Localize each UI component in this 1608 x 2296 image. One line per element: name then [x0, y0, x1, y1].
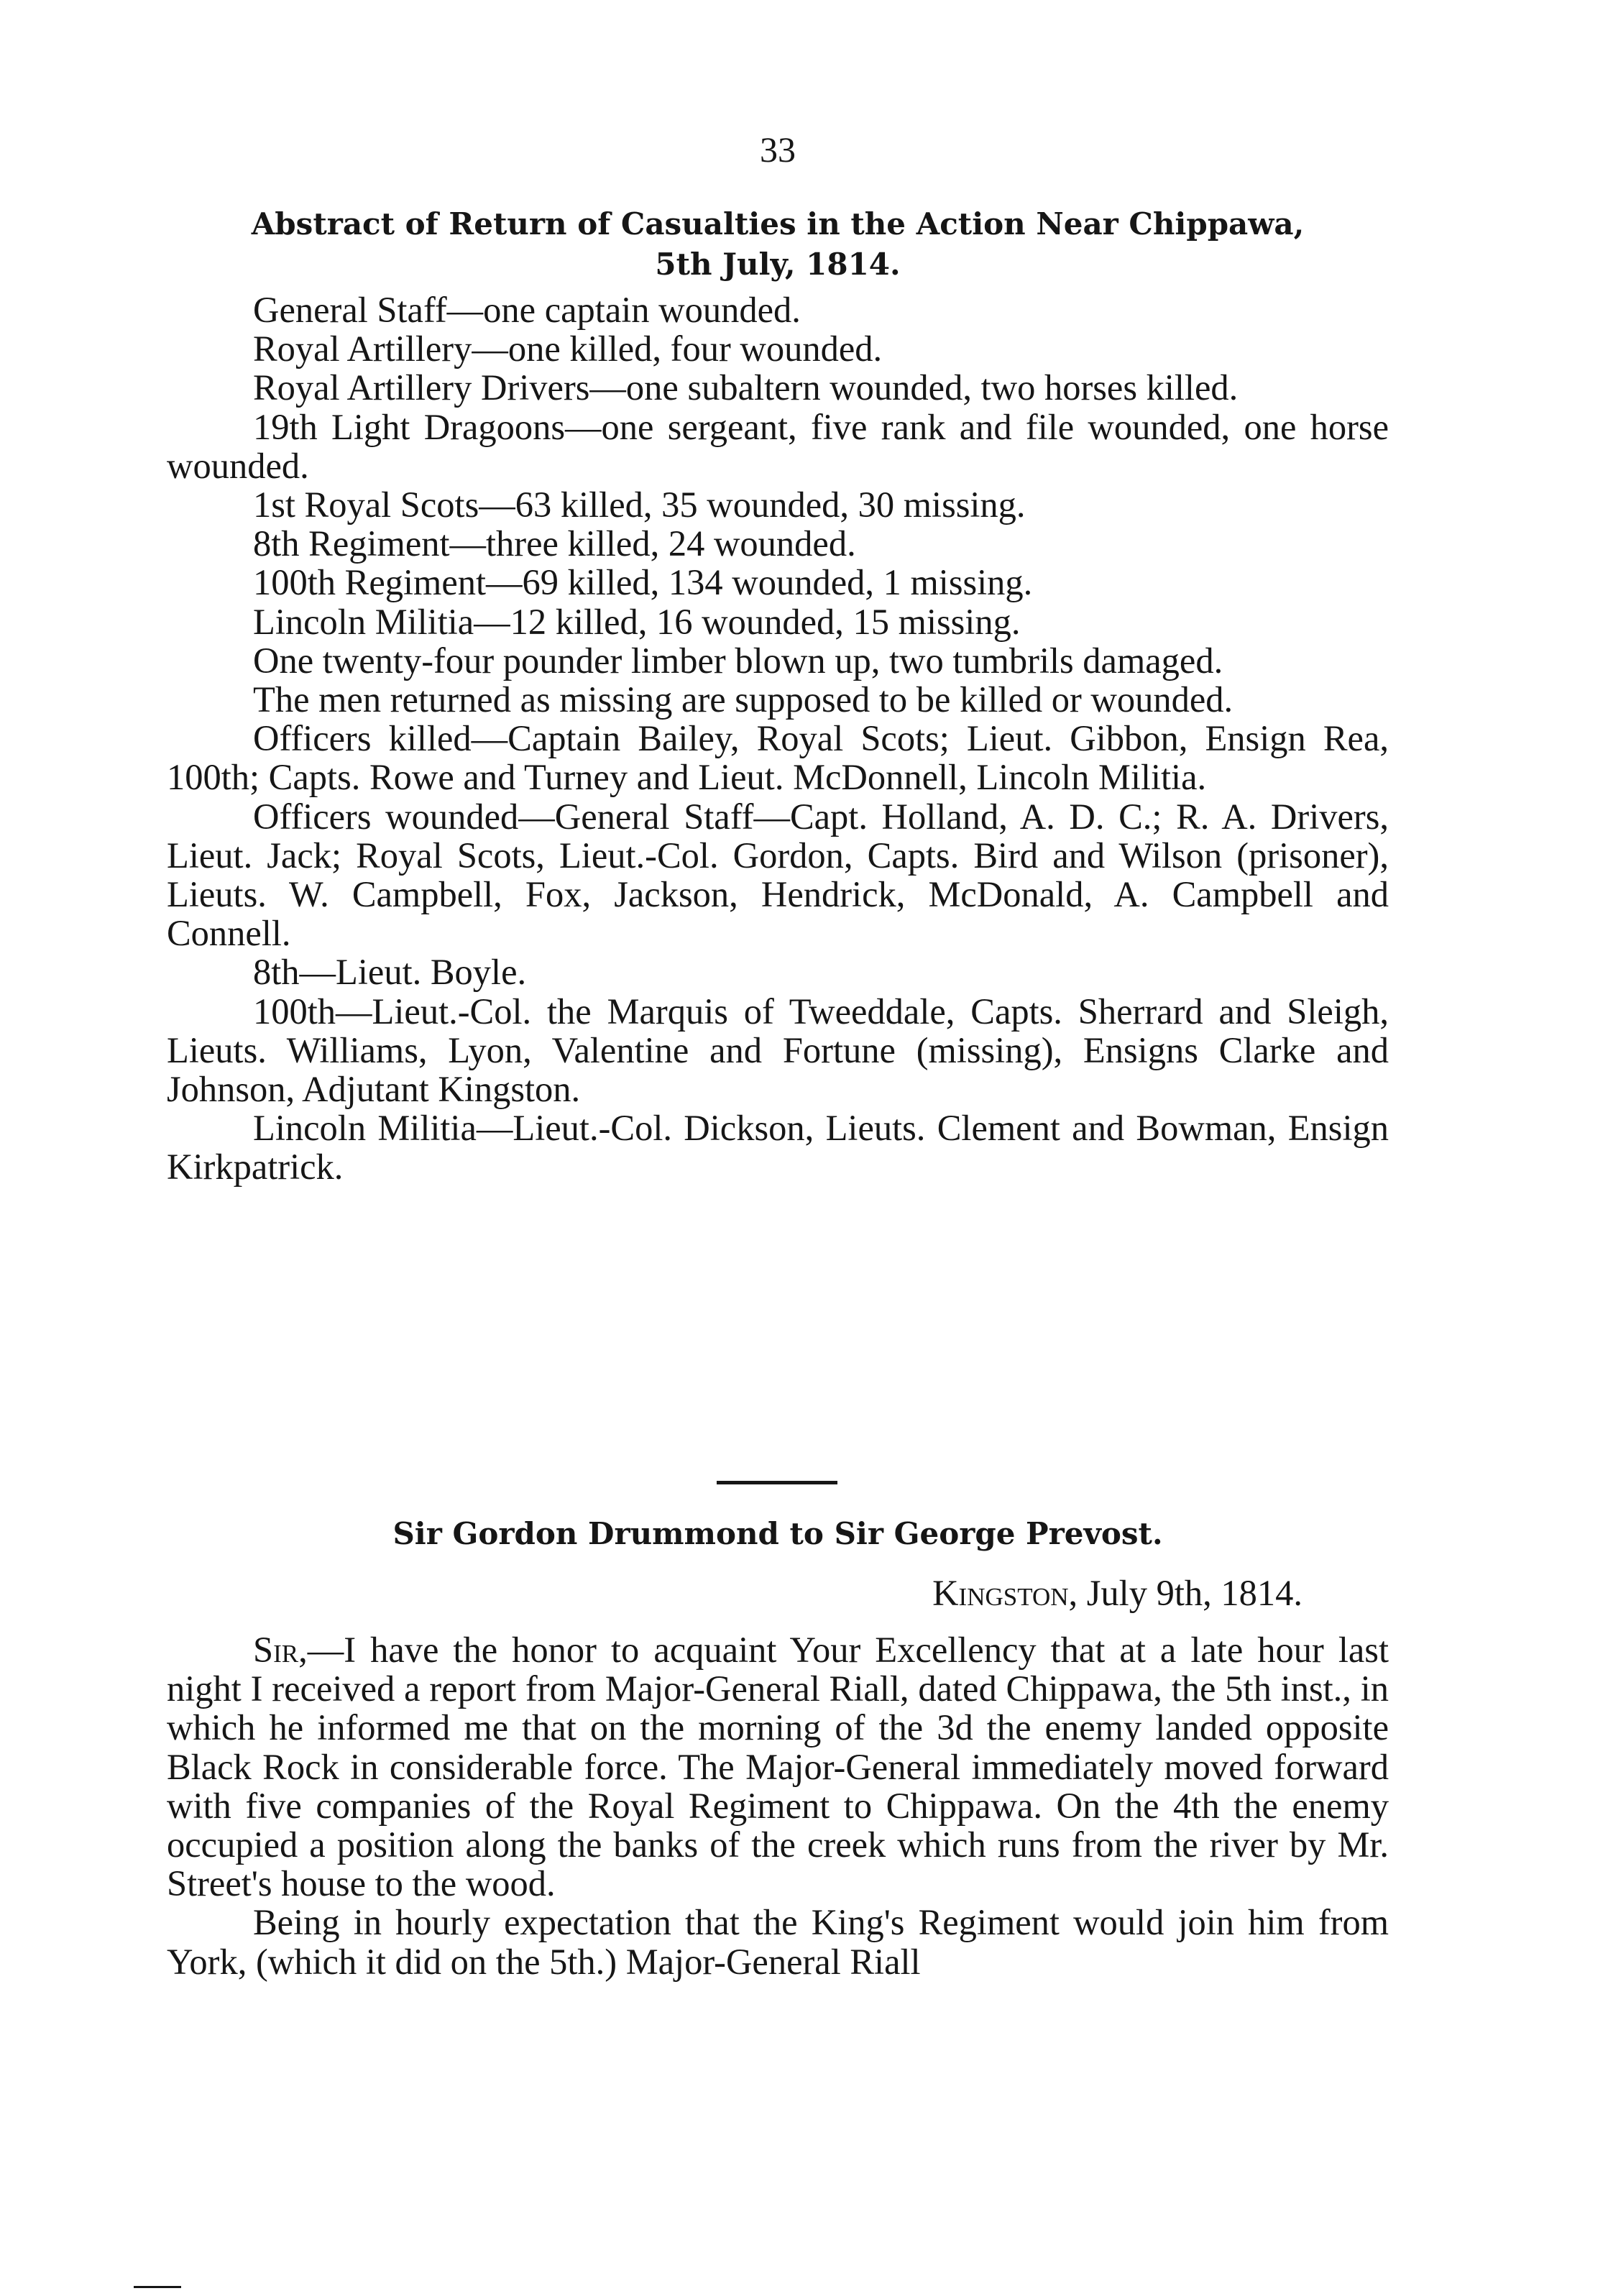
letter-date: July 9th, 1814.: [1086, 1573, 1303, 1613]
abstract-title-line-1: Abstract of Return of Casualties in the Action Near Chippawa,: [251, 206, 1305, 242]
page-number: 33: [760, 129, 796, 170]
letter-place: Kingston,: [932, 1573, 1078, 1613]
casualty-entry: General Staff—one captain wounded.: [253, 290, 801, 330]
officers-wounded-100th: 100th—Lieut.-Col. the Marquis of Tweeddale, Capts. Sherrard and Sleigh, Lieuts. Williams, Lyon, Valentine and Fortune (missing), Ensigns Clarke and Johnson, Adjutant Kingston.: [167, 991, 1389, 1110]
abstract-title-line-2: 5th July, 1814.: [655, 247, 901, 282]
footer-mark: [134, 2286, 181, 2288]
letter-dateline: [167, 1570, 1303, 1616]
casualty-entry: The men returned as missing are supposed to be killed or wounded.: [253, 679, 1233, 720]
letter-paragraph-text: —I have the honor to acquaint Your Excellency that at a late hour last night I received a report from Major-General Riall, dated Chippawa, the 5th inst., in which he informed me that on the morning of the 3d the enemy landed opposite Black Rock in considerable force. The Major-General immediately moved forward with five companies of the Royal Regiment to Chippawa. On the 4th the enemy occupied a position along the banks of the creek which runs from the river by Mr. Street's house to the wood.: [167, 1630, 1389, 1904]
letter-salutation: Sir,: [253, 1630, 308, 1670]
casualty-entry: Lincoln Militia—12 killed, 16 wounded, 15 missing.: [253, 601, 1021, 642]
casualty-entry: 100th Regiment—69 killed, 134 wounded, 1 missing.: [253, 562, 1033, 603]
abstract-title: [167, 204, 1389, 285]
casualty-entry: 1st Royal Scots—63 killed, 35 wounded, 30 missing.: [253, 485, 1026, 525]
officers-wounded-lincoln: Lincoln Militia—Lieut.-Col. Dickson, Lieuts. Clement and Bowman, Ensign Kirkpatrick.: [167, 1108, 1389, 1188]
casualty-entry: 8th Regiment—three killed, 24 wounded.: [253, 523, 856, 564]
casualty-entry: Royal Artillery Drivers—one subaltern wounded, two horses killed.: [253, 367, 1239, 408]
casualty-entry: Royal Artillery—one killed, four wounded.: [253, 329, 883, 369]
letter-body: [167, 1630, 1389, 1981]
letter-paragraph: Being in hourly expectation that the King's Regiment would join him from York, (which it did on the 5th.) Major-General Riall: [167, 1902, 1389, 1982]
casualty-entry: One twenty-four pounder limber blown up, two tumbrils damaged.: [253, 640, 1223, 681]
officers-killed: Officers killed—Captain Bailey, Royal Scots; Lieut. Gibbon, Ensign Rea, 100th; Capts. Rowe and Turney and Lieut. McDonnell, Lincoln Militia.: [167, 718, 1389, 798]
section-divider: [717, 1481, 837, 1484]
casualty-entry: 19th Light Dragoons—one sergeant, five rank and file wounded, one horse wounded.: [167, 406, 1389, 486]
casualty-list: [167, 290, 1389, 1187]
letter-title: Sir Gordon Drummond to Sir George Prevost.: [392, 1516, 1163, 1551]
officers-wounded: Officers wounded—General Staff—Capt. Holland, A. D. C.; R. A. Drivers, Lieut. Jack; Royal Scots, Lieut.-Col. Gordon, Capts. Bird and Wilson (prisoner), Lieuts. W. Campbell, Fox, Jackson, Hendrick, McDonald, A. Campbell and Connell.: [167, 796, 1389, 954]
letter-paragraph: [167, 1630, 1389, 1903]
officers-wounded-8th: 8th—Lieut. Boyle.: [253, 952, 527, 993]
